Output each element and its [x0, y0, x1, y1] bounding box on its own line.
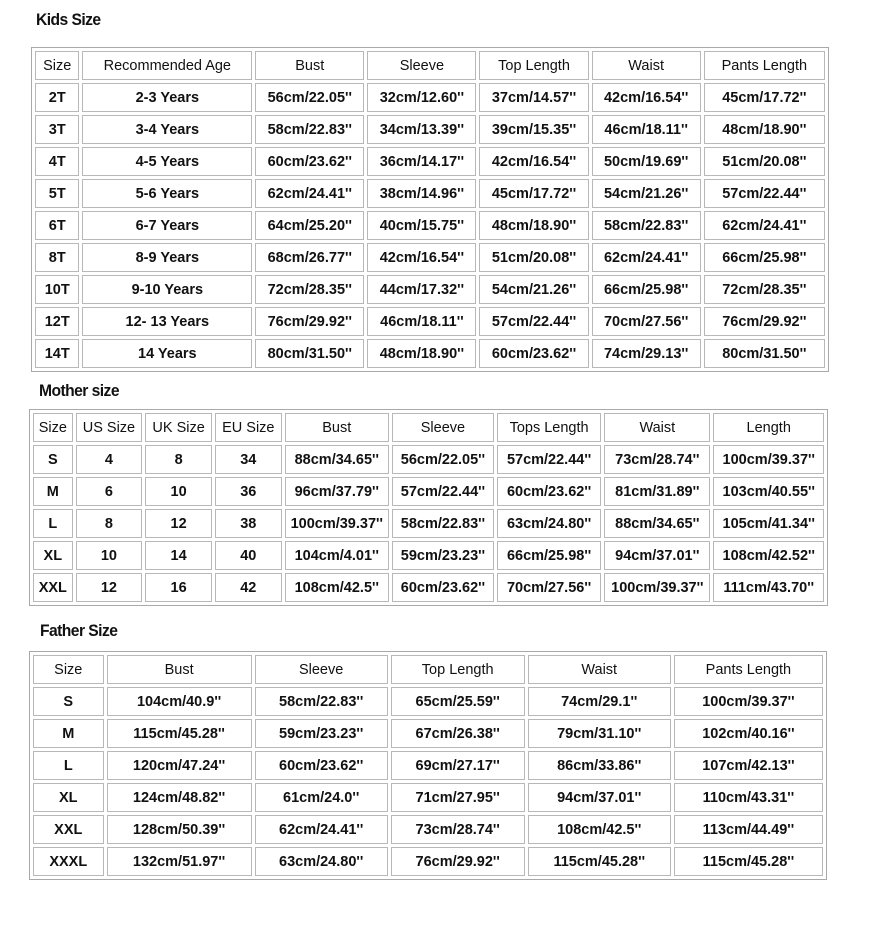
table-cell: 104cm/4.01'' — [285, 541, 389, 570]
table-cell: 60cm/23.62'' — [392, 573, 494, 602]
table-cell: XXL — [33, 815, 104, 844]
table-cell: 88cm/34.65'' — [285, 445, 389, 474]
table-row — [35, 115, 825, 144]
mother-header-tops-length: Tops Length — [497, 413, 601, 442]
table-cell: 38cm/14.96'' — [367, 179, 476, 208]
kids-header-bust: Bust — [255, 51, 364, 80]
mother-header-row — [33, 413, 824, 442]
table-cell: 96cm/37.79'' — [285, 477, 389, 506]
father-size-title: Father Size — [40, 621, 118, 640]
table-cell: 86cm/33.86'' — [528, 751, 671, 780]
table-cell: 8T — [35, 243, 79, 272]
table-cell: 63cm/24.80'' — [497, 509, 601, 538]
table-cell: 104cm/40.9'' — [107, 687, 252, 716]
table-cell: 115cm/45.28'' — [107, 719, 252, 748]
mother-size-title: Mother size — [39, 381, 119, 400]
table-cell: 5T — [35, 179, 79, 208]
table-row — [35, 339, 825, 368]
mother-header-bust: Bust — [285, 413, 389, 442]
table-cell: 76cm/29.92'' — [391, 847, 525, 876]
mother-header-us-size: US Size — [76, 413, 143, 442]
table-cell: 59cm/23.23'' — [255, 719, 388, 748]
table-cell: 128cm/50.39'' — [107, 815, 252, 844]
table-row — [33, 751, 823, 780]
table-cell: 132cm/51.97'' — [107, 847, 252, 876]
table-cell: 58cm/22.83'' — [592, 211, 701, 240]
mother-header-length: Length — [713, 413, 824, 442]
table-cell: 58cm/22.83'' — [255, 115, 364, 144]
father-header-row — [33, 655, 823, 684]
father-header-top-length: Top Length — [391, 655, 525, 684]
table-cell: 58cm/22.83'' — [255, 687, 388, 716]
table-cell: 111cm/43.70'' — [713, 573, 824, 602]
table-cell: 61cm/24.0'' — [255, 783, 388, 812]
table-cell: 8 — [76, 509, 143, 538]
table-row — [35, 147, 825, 176]
table-cell: 69cm/27.17'' — [391, 751, 525, 780]
table-row — [35, 83, 825, 112]
table-row — [35, 179, 825, 208]
table-cell: 44cm/17.32'' — [367, 275, 476, 304]
table-cell: 57cm/22.44'' — [479, 307, 588, 336]
table-cell: L — [33, 751, 104, 780]
table-cell: L — [33, 509, 73, 538]
kids-size-title: Kids Size — [36, 10, 101, 29]
table-cell: 113cm/44.49'' — [674, 815, 823, 844]
table-cell: 36cm/14.17'' — [367, 147, 476, 176]
kids-header-sleeve: Sleeve — [367, 51, 476, 80]
table-cell: 40 — [215, 541, 282, 570]
table-cell: 60cm/23.62'' — [497, 477, 601, 506]
table-cell: 63cm/24.80'' — [255, 847, 388, 876]
table-cell: 60cm/23.62'' — [255, 147, 364, 176]
table-cell: 12 — [145, 509, 212, 538]
table-row — [33, 815, 823, 844]
table-cell: S — [33, 445, 73, 474]
table-cell: 48cm/18.90'' — [704, 115, 825, 144]
table-cell: 40cm/15.75'' — [367, 211, 476, 240]
kids-header-pants-length: Pants Length — [704, 51, 825, 80]
table-cell: 120cm/47.24'' — [107, 751, 252, 780]
table-cell: 66cm/25.98'' — [497, 541, 601, 570]
father-header-sleeve: Sleeve — [255, 655, 388, 684]
table-cell: 3-4 Years — [82, 115, 252, 144]
kids-header-age: Recommended Age — [82, 51, 252, 80]
table-cell: 38 — [215, 509, 282, 538]
table-cell: 70cm/27.56'' — [592, 307, 701, 336]
table-cell: 64cm/25.20'' — [255, 211, 364, 240]
table-cell: 70cm/27.56'' — [497, 573, 601, 602]
table-row — [33, 719, 823, 748]
table-row — [35, 275, 825, 304]
table-cell: 79cm/31.10'' — [528, 719, 671, 748]
table-cell: M — [33, 477, 73, 506]
table-row — [33, 541, 824, 570]
table-cell: 102cm/40.16'' — [674, 719, 823, 748]
table-cell: 100cm/39.37'' — [674, 687, 823, 716]
table-cell: 51cm/20.08'' — [479, 243, 588, 272]
father-header-bust: Bust — [107, 655, 252, 684]
table-row — [33, 477, 824, 506]
table-cell: 12- 13 Years — [82, 307, 252, 336]
table-cell: 66cm/25.98'' — [704, 243, 825, 272]
table-cell: 60cm/23.62'' — [255, 751, 388, 780]
table-cell: 80cm/31.50'' — [255, 339, 364, 368]
table-cell: 100cm/39.37'' — [285, 509, 389, 538]
father-header-pants-length: Pants Length — [674, 655, 823, 684]
table-cell: 94cm/37.01'' — [604, 541, 710, 570]
table-cell: 3T — [35, 115, 79, 144]
table-cell: 62cm/24.41'' — [255, 179, 364, 208]
table-row — [33, 687, 823, 716]
kids-size-table — [31, 47, 829, 372]
table-cell: 115cm/45.28'' — [674, 847, 823, 876]
table-cell: M — [33, 719, 104, 748]
table-cell: 37cm/14.57'' — [479, 83, 588, 112]
table-cell: 71cm/27.95'' — [391, 783, 525, 812]
table-cell: 108cm/42.5'' — [285, 573, 389, 602]
table-cell: 6-7 Years — [82, 211, 252, 240]
table-cell: 74cm/29.13'' — [592, 339, 701, 368]
table-cell: 124cm/48.82'' — [107, 783, 252, 812]
table-cell: 115cm/45.28'' — [528, 847, 671, 876]
table-cell: 56cm/22.05'' — [255, 83, 364, 112]
table-cell: 48cm/18.90'' — [479, 211, 588, 240]
table-cell: 16 — [145, 573, 212, 602]
father-size-table — [29, 651, 827, 880]
table-row — [33, 783, 823, 812]
table-cell: 73cm/28.74'' — [604, 445, 710, 474]
table-cell: 73cm/28.74'' — [391, 815, 525, 844]
mother-header-sleeve: Sleeve — [392, 413, 494, 442]
kids-header-waist: Waist — [592, 51, 701, 80]
table-cell: 42cm/16.54'' — [367, 243, 476, 272]
table-cell: 2T — [35, 83, 79, 112]
table-cell: 2-3 Years — [82, 83, 252, 112]
table-row — [33, 445, 824, 474]
table-cell: 45cm/17.72'' — [704, 83, 825, 112]
kids-header-size: Size — [35, 51, 79, 80]
table-cell: 32cm/12.60'' — [367, 83, 476, 112]
father-header-size: Size — [33, 655, 104, 684]
table-cell: 54cm/21.26'' — [479, 275, 588, 304]
table-cell: 57cm/22.44'' — [497, 445, 601, 474]
table-cell: XL — [33, 541, 73, 570]
table-cell: 8 — [145, 445, 212, 474]
table-cell: 62cm/24.41'' — [255, 815, 388, 844]
table-cell: 62cm/24.41'' — [704, 211, 825, 240]
table-cell: 105cm/41.34'' — [713, 509, 824, 538]
table-cell: 65cm/25.59'' — [391, 687, 525, 716]
mother-header-uk-size: UK Size — [145, 413, 212, 442]
table-cell: 12T — [35, 307, 79, 336]
table-cell: 5-6 Years — [82, 179, 252, 208]
table-cell: 76cm/29.92'' — [255, 307, 364, 336]
table-cell: 80cm/31.50'' — [704, 339, 825, 368]
table-cell: 4 — [76, 445, 143, 474]
table-cell: 103cm/40.55'' — [713, 477, 824, 506]
table-cell: 6T — [35, 211, 79, 240]
table-row — [35, 243, 825, 272]
table-row — [33, 509, 824, 538]
table-cell: 94cm/37.01'' — [528, 783, 671, 812]
mother-header-waist: Waist — [604, 413, 710, 442]
table-cell: 108cm/42.52'' — [713, 541, 824, 570]
table-cell: 72cm/28.35'' — [704, 275, 825, 304]
table-cell: 50cm/19.69'' — [592, 147, 701, 176]
table-row — [35, 211, 825, 240]
table-cell: 34cm/13.39'' — [367, 115, 476, 144]
table-cell: 39cm/15.35'' — [479, 115, 588, 144]
table-cell: 67cm/26.38'' — [391, 719, 525, 748]
table-cell: 10 — [76, 541, 143, 570]
table-cell: 66cm/25.98'' — [592, 275, 701, 304]
table-cell: 14 Years — [82, 339, 252, 368]
table-cell: 4T — [35, 147, 79, 176]
table-cell: 110cm/43.31'' — [674, 783, 823, 812]
table-cell: 51cm/20.08'' — [704, 147, 825, 176]
table-cell: 60cm/23.62'' — [479, 339, 588, 368]
table-cell: 36 — [215, 477, 282, 506]
table-cell: 14T — [35, 339, 79, 368]
table-row — [35, 307, 825, 336]
table-cell: 76cm/29.92'' — [704, 307, 825, 336]
table-cell: 56cm/22.05'' — [392, 445, 494, 474]
table-cell: 6 — [76, 477, 143, 506]
mother-header-eu-size: EU Size — [215, 413, 282, 442]
table-cell: 46cm/18.11'' — [367, 307, 476, 336]
table-cell: 9-10 Years — [82, 275, 252, 304]
table-cell: 100cm/39.37'' — [713, 445, 824, 474]
table-cell: 62cm/24.41'' — [592, 243, 701, 272]
father-header-waist: Waist — [528, 655, 671, 684]
table-cell: 108cm/42.5'' — [528, 815, 671, 844]
table-cell: 59cm/23.23'' — [392, 541, 494, 570]
table-cell: 48cm/18.90'' — [367, 339, 476, 368]
table-cell: 34 — [215, 445, 282, 474]
table-cell: 46cm/18.11'' — [592, 115, 701, 144]
mother-size-table — [29, 409, 828, 606]
kids-header-top-length: Top Length — [479, 51, 588, 80]
table-cell: 10 — [145, 477, 212, 506]
table-row — [33, 847, 823, 876]
table-cell: 42 — [215, 573, 282, 602]
table-cell: 10T — [35, 275, 79, 304]
table-cell: 14 — [145, 541, 212, 570]
table-cell: XXXL — [33, 847, 104, 876]
table-cell: 58cm/22.83'' — [392, 509, 494, 538]
kids-header-row — [35, 51, 825, 80]
table-cell: 100cm/39.37'' — [604, 573, 710, 602]
table-cell: 88cm/34.65'' — [604, 509, 710, 538]
table-cell: 57cm/22.44'' — [392, 477, 494, 506]
table-cell: 57cm/22.44'' — [704, 179, 825, 208]
table-cell: 68cm/26.77'' — [255, 243, 364, 272]
table-cell: 42cm/16.54'' — [479, 147, 588, 176]
table-cell: 72cm/28.35'' — [255, 275, 364, 304]
mother-header-size: Size — [33, 413, 73, 442]
table-cell: 45cm/17.72'' — [479, 179, 588, 208]
table-cell: 8-9 Years — [82, 243, 252, 272]
table-row — [33, 573, 824, 602]
table-cell: S — [33, 687, 104, 716]
table-cell: 74cm/29.1'' — [528, 687, 671, 716]
table-cell: 12 — [76, 573, 143, 602]
table-cell: 107cm/42.13'' — [674, 751, 823, 780]
table-cell: 42cm/16.54'' — [592, 83, 701, 112]
table-cell: 4-5 Years — [82, 147, 252, 176]
table-cell: 81cm/31.89'' — [604, 477, 710, 506]
table-cell: XL — [33, 783, 104, 812]
table-cell: 54cm/21.26'' — [592, 179, 701, 208]
table-cell: XXL — [33, 573, 73, 602]
